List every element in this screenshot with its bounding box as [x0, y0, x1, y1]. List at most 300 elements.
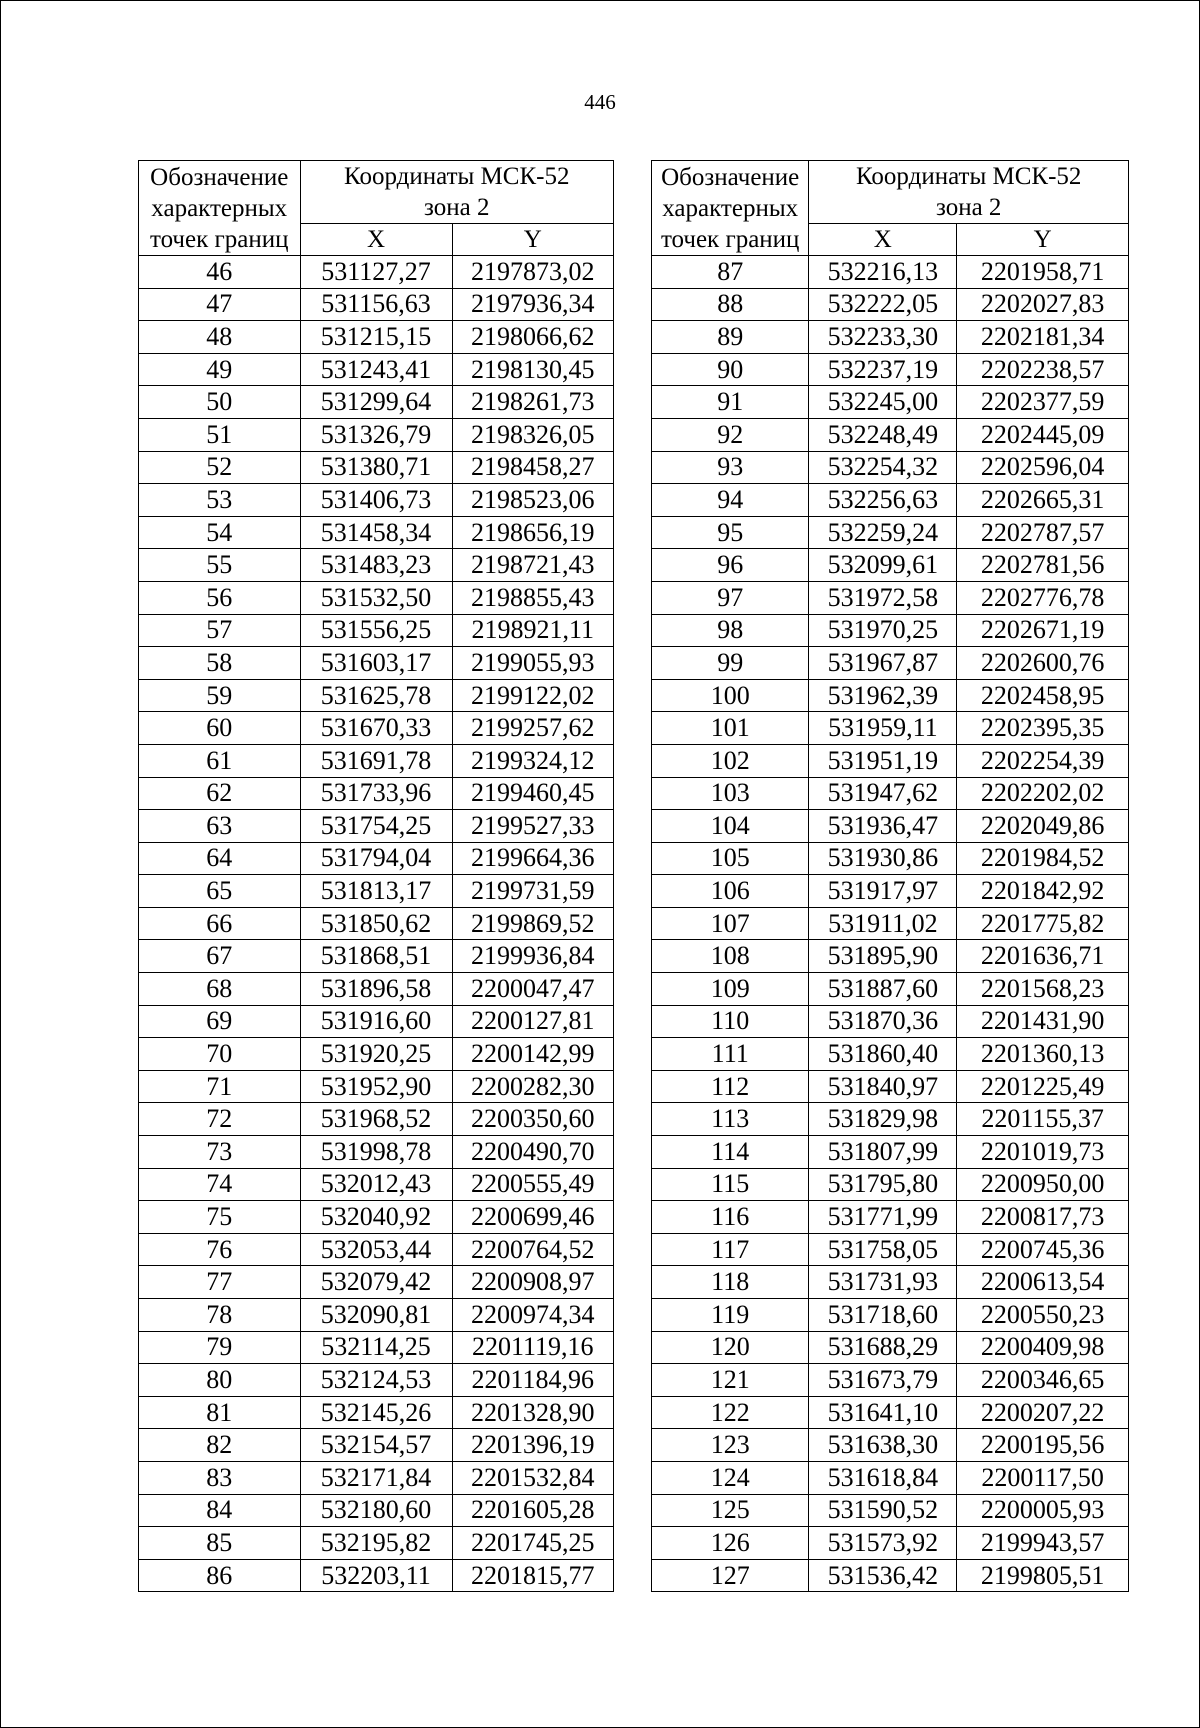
- x-coordinate-cell: 532254,32: [809, 451, 957, 484]
- x-coordinate-cell: 531718,60: [809, 1299, 957, 1332]
- x-coordinate-cell: 532124,53: [300, 1364, 452, 1397]
- x-coordinate-cell: 532259,24: [809, 516, 957, 549]
- table-row: [139, 1396, 614, 1429]
- point-number-cell: 111: [652, 1038, 809, 1071]
- table-row: [652, 516, 1129, 549]
- table-row: [652, 1364, 1129, 1397]
- coordinates-header-line: зона 2: [935, 194, 1002, 221]
- x-coordinate-cell: 532203,11: [300, 1559, 452, 1592]
- designation-header-line: характерных: [151, 194, 288, 222]
- y-coordinate-cell: 2200127,81: [452, 1005, 614, 1038]
- point-number-cell: 86: [139, 1559, 301, 1592]
- table-row: [139, 1527, 614, 1560]
- y-coordinate-cell: 2201815,77: [452, 1559, 614, 1592]
- x-coordinate-cell: 531406,73: [300, 484, 452, 517]
- point-number-cell: 64: [139, 842, 301, 875]
- table-row: [139, 940, 614, 973]
- point-number-cell: 99: [652, 647, 809, 680]
- point-number-cell: 55: [139, 549, 301, 582]
- point-number-cell: 77: [139, 1266, 301, 1299]
- point-number-cell: 63: [139, 810, 301, 843]
- x-coordinate-cell: 531998,78: [300, 1136, 452, 1169]
- x-coordinate-cell: 531758,05: [809, 1233, 957, 1266]
- x-coordinate-cell: 531618,84: [809, 1461, 957, 1494]
- table-row: [139, 1103, 614, 1136]
- point-number-cell: 61: [139, 744, 301, 777]
- y-coordinate-cell: 2202671,19: [957, 614, 1129, 647]
- table-row: [652, 842, 1129, 875]
- point-number-cell: 105: [652, 842, 809, 875]
- y-coordinate-cell: 2199122,02: [452, 679, 614, 712]
- table-row: [139, 777, 614, 810]
- table-row: [652, 647, 1129, 680]
- point-number-cell: 52: [139, 451, 301, 484]
- table-row: [652, 581, 1129, 614]
- table-row: [652, 1038, 1129, 1071]
- point-number-cell: 123: [652, 1429, 809, 1462]
- x-coordinate-cell: 532245,00: [809, 386, 957, 419]
- y-coordinate-cell: 2201328,90: [452, 1396, 614, 1429]
- coordinates-header-line: Координаты МСК-52: [856, 163, 1082, 190]
- table-row: [139, 1559, 614, 1592]
- point-number-cell: 59: [139, 679, 301, 712]
- table-row: [139, 484, 614, 517]
- table-row: [139, 353, 614, 386]
- x-coordinate-cell: 531483,23: [300, 549, 452, 582]
- table-row: [652, 1168, 1129, 1201]
- x-coordinate-cell: 531917,97: [809, 875, 957, 908]
- table-row: [652, 907, 1129, 940]
- table-row: [139, 1299, 614, 1332]
- point-number-cell: 94: [652, 484, 809, 517]
- table-row: [139, 1038, 614, 1071]
- point-number-cell: 91: [652, 386, 809, 419]
- y-coordinate-cell: 2198458,27: [452, 451, 614, 484]
- point-number-cell: 53: [139, 484, 301, 517]
- table-row: [139, 1070, 614, 1103]
- y-coordinate-cell: 2200409,98: [957, 1331, 1129, 1364]
- y-coordinate-cell: 2199869,52: [452, 907, 614, 940]
- x-coordinate-cell: 531895,90: [809, 940, 957, 973]
- x-coordinate-cell: 531896,58: [300, 973, 452, 1006]
- table-row: [652, 1527, 1129, 1560]
- x-coordinate-cell: 532145,26: [300, 1396, 452, 1429]
- point-number-cell: 66: [139, 907, 301, 940]
- table-row: [652, 777, 1129, 810]
- x-coordinate-cell: 531920,25: [300, 1038, 452, 1071]
- x-coordinate-cell: 531754,25: [300, 810, 452, 843]
- table-row: [139, 973, 614, 1006]
- y-coordinate-cell: 2201958,71: [957, 256, 1129, 289]
- point-number-cell: 47: [139, 288, 301, 321]
- table-row: [652, 256, 1129, 289]
- point-number-cell: 51: [139, 418, 301, 451]
- table-row: [139, 1201, 614, 1234]
- y-coordinate-cell: 2202445,09: [957, 418, 1129, 451]
- point-number-cell: 126: [652, 1527, 809, 1560]
- x-coordinate-cell: 531868,51: [300, 940, 452, 973]
- x-coordinate-cell: 531795,80: [809, 1168, 957, 1201]
- point-number-cell: 79: [139, 1331, 301, 1364]
- point-number-cell: 85: [139, 1527, 301, 1560]
- table-row: [652, 1331, 1129, 1364]
- y-coordinate-cell: 2201532,84: [452, 1461, 614, 1494]
- table-row: [139, 744, 614, 777]
- table-row: [139, 679, 614, 712]
- x-coordinate-cell: 531887,60: [809, 973, 957, 1006]
- x-coordinate-cell: 531733,96: [300, 777, 452, 810]
- table-row: [652, 321, 1129, 354]
- y-coordinate-cell: 2202600,76: [957, 647, 1129, 680]
- x-coordinate-cell: 531951,19: [809, 744, 957, 777]
- y-coordinate-cell: 2201225,49: [957, 1070, 1129, 1103]
- x-column-header: X: [300, 224, 452, 256]
- point-number-cell: 116: [652, 1201, 809, 1234]
- y-coordinate-cell: 2200047,47: [452, 973, 614, 1006]
- table-row: [652, 1201, 1129, 1234]
- y-coordinate-cell: 2202049,86: [957, 810, 1129, 843]
- x-coordinate-cell: 531299,64: [300, 386, 452, 419]
- x-coordinate-cell: 531959,11: [809, 712, 957, 745]
- point-number-cell: 109: [652, 973, 809, 1006]
- y-coordinate-cell: 2200974,34: [452, 1299, 614, 1332]
- y-coordinate-cell: 2198326,05: [452, 418, 614, 451]
- point-number-cell: 93: [652, 451, 809, 484]
- y-coordinate-cell: 2200817,73: [957, 1201, 1129, 1234]
- designation-header-line: характерных: [662, 194, 799, 222]
- y-coordinate-cell: 2199936,84: [452, 940, 614, 973]
- y-coordinate-cell: 2201119,16: [452, 1331, 614, 1364]
- y-coordinate-cell: 2198921,11: [452, 614, 614, 647]
- point-number-cell: 92: [652, 418, 809, 451]
- point-number-cell: 120: [652, 1331, 809, 1364]
- x-coordinate-cell: 531936,47: [809, 810, 957, 843]
- y-coordinate-cell: 2202027,83: [957, 288, 1129, 321]
- y-coordinate-cell: 2201984,52: [957, 842, 1129, 875]
- point-number-cell: 98: [652, 614, 809, 647]
- y-coordinate-cell: 2200613,54: [957, 1266, 1129, 1299]
- point-number-cell: 62: [139, 777, 301, 810]
- table-row: [652, 810, 1129, 843]
- y-coordinate-cell: 2202458,95: [957, 679, 1129, 712]
- point-number-cell: 75: [139, 1201, 301, 1234]
- table-row: [139, 1429, 614, 1462]
- y-column-header: Y: [957, 224, 1129, 256]
- x-coordinate-cell: 531215,15: [300, 321, 452, 354]
- table-row: [139, 418, 614, 451]
- y-coordinate-cell: 2200550,23: [957, 1299, 1129, 1332]
- point-number-cell: 97: [652, 581, 809, 614]
- table-row: [652, 875, 1129, 908]
- point-number-cell: 83: [139, 1461, 301, 1494]
- point-number-cell: 76: [139, 1233, 301, 1266]
- point-number-cell: 103: [652, 777, 809, 810]
- x-coordinate-cell: 531638,30: [809, 1429, 957, 1462]
- y-coordinate-cell: 2199324,12: [452, 744, 614, 777]
- y-coordinate-cell: 2200207,22: [957, 1396, 1129, 1429]
- x-coordinate-cell: 531380,71: [300, 451, 452, 484]
- x-coordinate-cell: 531970,25: [809, 614, 957, 647]
- x-coordinate-cell: 531829,98: [809, 1103, 957, 1136]
- x-column-header: X: [809, 224, 957, 256]
- table-row: [652, 712, 1129, 745]
- x-coordinate-cell: 531916,60: [300, 1005, 452, 1038]
- x-coordinate-cell: 531911,02: [809, 907, 957, 940]
- point-number-cell: 117: [652, 1233, 809, 1266]
- y-coordinate-cell: 2200350,60: [452, 1103, 614, 1136]
- table-row: [139, 1494, 614, 1527]
- x-coordinate-cell: 531731,93: [809, 1266, 957, 1299]
- x-coordinate-cell: 532171,84: [300, 1461, 452, 1494]
- point-number-cell: 107: [652, 907, 809, 940]
- point-number-cell: 57: [139, 614, 301, 647]
- table-row: [139, 1136, 614, 1169]
- x-coordinate-cell: 532053,44: [300, 1233, 452, 1266]
- x-coordinate-cell: 531688,29: [809, 1331, 957, 1364]
- table-row: [652, 288, 1129, 321]
- table-row: [139, 451, 614, 484]
- x-coordinate-cell: 531603,17: [300, 647, 452, 680]
- table-row: [652, 386, 1129, 419]
- table-row: [139, 614, 614, 647]
- coordinates-header-line: зона 2: [424, 194, 490, 221]
- y-coordinate-cell: 2200346,65: [957, 1364, 1129, 1397]
- table-row: [652, 1233, 1129, 1266]
- table-row: [652, 1070, 1129, 1103]
- table-row: [652, 1559, 1129, 1592]
- x-coordinate-cell: 532248,49: [809, 418, 957, 451]
- x-coordinate-cell: 532237,19: [809, 353, 957, 386]
- table-row: [139, 1461, 614, 1494]
- x-coordinate-cell: 531536,42: [809, 1559, 957, 1592]
- x-coordinate-cell: 532114,25: [300, 1331, 452, 1364]
- point-number-cell: 88: [652, 288, 809, 321]
- point-number-cell: 106: [652, 875, 809, 908]
- point-number-cell: 68: [139, 973, 301, 1006]
- y-coordinate-cell: 2197936,34: [452, 288, 614, 321]
- table-row: [139, 1005, 614, 1038]
- y-coordinate-cell: 2202254,39: [957, 744, 1129, 777]
- point-number-cell: 48: [139, 321, 301, 354]
- point-number-cell: 69: [139, 1005, 301, 1038]
- point-number-cell: 84: [139, 1494, 301, 1527]
- point-number-cell: 70: [139, 1038, 301, 1071]
- x-coordinate-cell: 532099,61: [809, 549, 957, 582]
- point-number-cell: 72: [139, 1103, 301, 1136]
- y-coordinate-cell: 2198855,43: [452, 581, 614, 614]
- table-row: [652, 1005, 1129, 1038]
- table-row: [139, 386, 614, 419]
- point-number-cell: 56: [139, 581, 301, 614]
- x-coordinate-cell: 532079,42: [300, 1266, 452, 1299]
- x-coordinate-cell: 532090,81: [300, 1299, 452, 1332]
- point-number-cell: 114: [652, 1136, 809, 1169]
- x-coordinate-cell: 531947,62: [809, 777, 957, 810]
- x-coordinate-cell: 531930,86: [809, 842, 957, 875]
- x-coordinate-cell: 532012,43: [300, 1168, 452, 1201]
- table-row: [652, 418, 1129, 451]
- table-row: [139, 810, 614, 843]
- table-row: [139, 1168, 614, 1201]
- point-number-cell: 96: [652, 549, 809, 582]
- y-coordinate-cell: 2201431,90: [957, 1005, 1129, 1038]
- x-coordinate-cell: 531532,50: [300, 581, 452, 614]
- point-number-cell: 90: [652, 353, 809, 386]
- designation-header-line: точек границ: [660, 225, 800, 253]
- point-number-cell: 101: [652, 712, 809, 745]
- y-coordinate-cell: 2199527,33: [452, 810, 614, 843]
- x-coordinate-cell: 532154,57: [300, 1429, 452, 1462]
- y-coordinate-cell: 2202181,34: [957, 321, 1129, 354]
- y-coordinate-cell: 2200117,50: [957, 1461, 1129, 1494]
- y-coordinate-cell: 2201745,25: [452, 1527, 614, 1560]
- y-coordinate-cell: 2201842,92: [957, 875, 1129, 908]
- point-number-cell: 108: [652, 940, 809, 973]
- y-column-header: Y: [452, 224, 614, 256]
- y-coordinate-cell: 2198523,06: [452, 484, 614, 517]
- x-coordinate-cell: 531590,52: [809, 1494, 957, 1527]
- y-coordinate-cell: 2201184,96: [452, 1364, 614, 1397]
- x-coordinate-cell: 532222,05: [809, 288, 957, 321]
- y-coordinate-cell: 2200950,00: [957, 1168, 1129, 1201]
- y-coordinate-cell: 2200005,93: [957, 1494, 1129, 1527]
- y-coordinate-cell: 2202596,04: [957, 451, 1129, 484]
- table-row: [652, 679, 1129, 712]
- y-coordinate-cell: 2200745,36: [957, 1233, 1129, 1266]
- y-coordinate-cell: 2201605,28: [452, 1494, 614, 1527]
- y-coordinate-cell: 2202665,31: [957, 484, 1129, 517]
- designation-header: [139, 161, 301, 256]
- point-number-cell: 82: [139, 1429, 301, 1462]
- table-row: [139, 647, 614, 680]
- x-coordinate-cell: 531813,17: [300, 875, 452, 908]
- x-coordinate-cell: 531691,78: [300, 744, 452, 777]
- y-coordinate-cell: 2200699,46: [452, 1201, 614, 1234]
- coordinates-header: [300, 161, 614, 224]
- page-number: 446: [584, 90, 616, 114]
- y-coordinate-cell: 2201360,13: [957, 1038, 1129, 1071]
- table-row: [139, 256, 614, 289]
- x-coordinate-cell: 531156,63: [300, 288, 452, 321]
- y-coordinate-cell: 2199055,93: [452, 647, 614, 680]
- table-row: [139, 516, 614, 549]
- x-coordinate-cell: 531670,33: [300, 712, 452, 745]
- table-row: [652, 1299, 1129, 1332]
- designation-header: [652, 161, 809, 256]
- coordinates-table-right: [651, 160, 1129, 1592]
- y-coordinate-cell: 2198721,43: [452, 549, 614, 582]
- point-number-cell: 71: [139, 1070, 301, 1103]
- table-row: [652, 1494, 1129, 1527]
- table-row: [139, 907, 614, 940]
- table-row: [139, 288, 614, 321]
- y-coordinate-cell: 2199805,51: [957, 1559, 1129, 1592]
- point-number-cell: 95: [652, 516, 809, 549]
- point-number-cell: 54: [139, 516, 301, 549]
- point-number-cell: 46: [139, 256, 301, 289]
- table-row: [139, 549, 614, 582]
- x-coordinate-cell: 532233,30: [809, 321, 957, 354]
- x-coordinate-cell: 531962,39: [809, 679, 957, 712]
- point-number-cell: 122: [652, 1396, 809, 1429]
- y-coordinate-cell: 2202787,57: [957, 516, 1129, 549]
- y-coordinate-cell: 2201155,37: [957, 1103, 1129, 1136]
- table-row: [139, 321, 614, 354]
- table-row: [652, 973, 1129, 1006]
- y-coordinate-cell: 2199257,62: [452, 712, 614, 745]
- point-number-cell: 60: [139, 712, 301, 745]
- y-coordinate-cell: 2200142,99: [452, 1038, 614, 1071]
- designation-header-line: точек границ: [149, 225, 289, 253]
- designation-header-line: Обозначение: [150, 163, 289, 191]
- table-row: [139, 712, 614, 745]
- x-coordinate-cell: 531573,92: [809, 1527, 957, 1560]
- x-coordinate-cell: 531840,97: [809, 1070, 957, 1103]
- table-row: [652, 1266, 1129, 1299]
- x-coordinate-cell: 531625,78: [300, 679, 452, 712]
- y-coordinate-cell: 2198130,45: [452, 353, 614, 386]
- table-row: [652, 1396, 1129, 1429]
- x-coordinate-cell: 532180,60: [300, 1494, 452, 1527]
- x-coordinate-cell: 531127,27: [300, 256, 452, 289]
- point-number-cell: 118: [652, 1266, 809, 1299]
- y-coordinate-cell: 2199943,57: [957, 1527, 1129, 1560]
- y-coordinate-cell: 2200908,97: [452, 1266, 614, 1299]
- point-number-cell: 125: [652, 1494, 809, 1527]
- table-row: [652, 484, 1129, 517]
- y-coordinate-cell: 2201636,71: [957, 940, 1129, 973]
- point-number-cell: 58: [139, 647, 301, 680]
- x-coordinate-cell: 531794,04: [300, 842, 452, 875]
- y-coordinate-cell: 2202776,78: [957, 581, 1129, 614]
- y-coordinate-cell: 2198066,62: [452, 321, 614, 354]
- coordinates-header: [809, 161, 1129, 224]
- y-coordinate-cell: 2202395,35: [957, 712, 1129, 745]
- point-number-cell: 110: [652, 1005, 809, 1038]
- y-coordinate-cell: 2202377,59: [957, 386, 1129, 419]
- x-coordinate-cell: 531641,10: [809, 1396, 957, 1429]
- table-row: [652, 940, 1129, 973]
- point-number-cell: 127: [652, 1559, 809, 1592]
- table-row: [139, 581, 614, 614]
- point-number-cell: 87: [652, 256, 809, 289]
- table-row: [652, 1429, 1129, 1462]
- x-coordinate-cell: 531326,79: [300, 418, 452, 451]
- y-coordinate-cell: 2197873,02: [452, 256, 614, 289]
- point-number-cell: 78: [139, 1299, 301, 1332]
- point-number-cell: 50: [139, 386, 301, 419]
- point-number-cell: 49: [139, 353, 301, 386]
- x-coordinate-cell: 531952,90: [300, 1070, 452, 1103]
- table-row: [652, 1136, 1129, 1169]
- y-coordinate-cell: 2199664,36: [452, 842, 614, 875]
- x-coordinate-cell: 532256,63: [809, 484, 957, 517]
- table-row: [139, 1233, 614, 1266]
- y-coordinate-cell: 2200555,49: [452, 1168, 614, 1201]
- y-coordinate-cell: 2199460,45: [452, 777, 614, 810]
- coordinates-header-line: Координаты МСК-52: [344, 163, 570, 190]
- x-coordinate-cell: 532216,13: [809, 256, 957, 289]
- y-coordinate-cell: 2202781,56: [957, 549, 1129, 582]
- point-number-cell: 89: [652, 321, 809, 354]
- table-row: [139, 1364, 614, 1397]
- table-row: [652, 353, 1129, 386]
- table-row: [652, 614, 1129, 647]
- y-coordinate-cell: 2201775,82: [957, 907, 1129, 940]
- table-row: [652, 549, 1129, 582]
- y-coordinate-cell: 2201019,73: [957, 1136, 1129, 1169]
- x-coordinate-cell: 531243,41: [300, 353, 452, 386]
